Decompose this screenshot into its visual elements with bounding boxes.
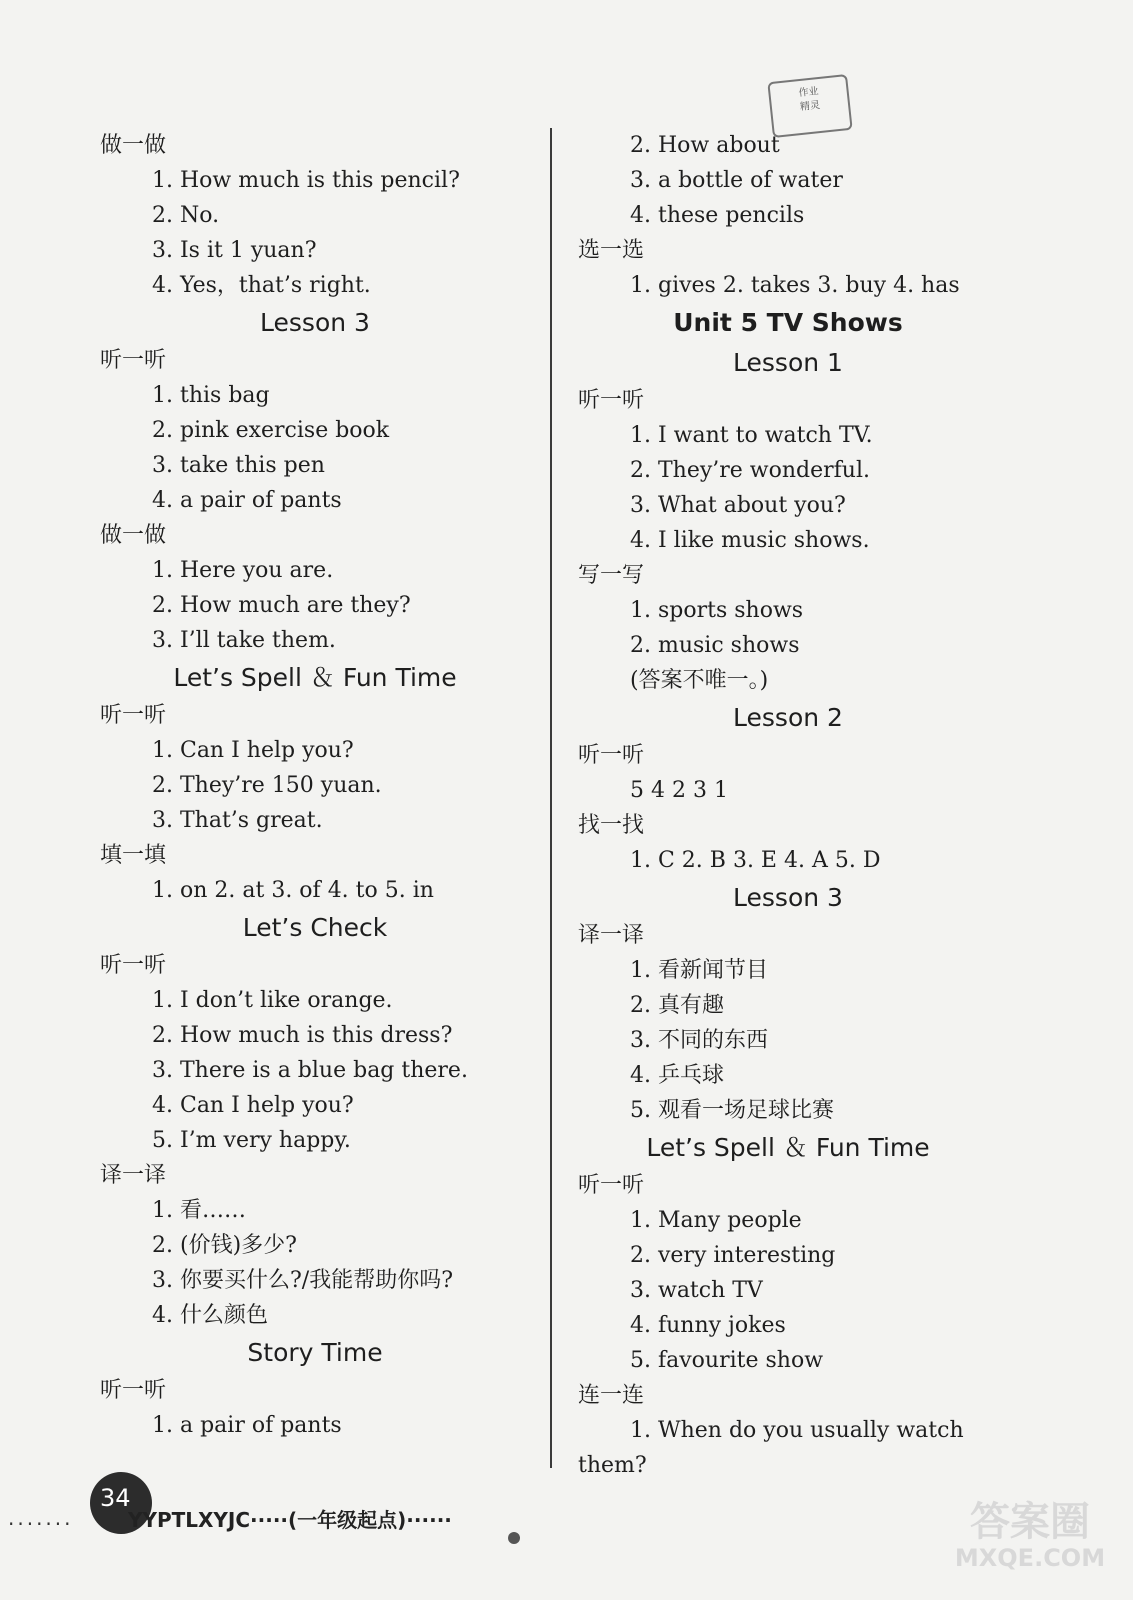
lesson-heading: Lesson 2 [733,703,843,732]
answer-item: 2. They’re 150 yuan. [152,773,382,798]
answer-item: 1. on 2. at 3. of 4. to 5. in [152,878,434,903]
answer-item-continued: them? [578,1453,647,1478]
answer-item: 1. I want to watch TV. [630,423,873,448]
answer-item: 1. Can I help you? [152,738,354,763]
right-column [578,128,998,1483]
section-label: 听一听 [578,1173,645,1198]
watermark-main: 答案圈 [970,1499,1090,1545]
lesson-heading: Story Time [247,1338,383,1367]
answer-item: 1. sports shows [630,598,804,623]
unit-heading: Unit 5 TV Shows [673,308,903,337]
answer-item: 2. They’re wonderful. [630,458,871,483]
answer-item: 3. That’s great. [152,808,323,833]
answer-item: 4. Yes，that’s right. [152,273,371,298]
section-label: 填一填 [100,843,167,868]
lesson-heading: Lesson 3 [733,883,843,912]
answer-item: 1. I don’t like orange. [152,988,393,1013]
answer-item: 4. 什么颜色 [152,1303,268,1328]
footer-dots-left: ······· [8,1512,74,1536]
answer-item: 1. 看…… [152,1198,246,1223]
answer-item: 5 4 2 3 1 [630,778,728,803]
section-label: 听一听 [100,348,167,373]
answer-item: 2. How about [630,133,780,158]
lesson-heading: Let’s Check [242,913,388,942]
footer-text: YYPTLXYJC·····(一年级起点)······ [128,1508,452,1532]
section-label: 选一选 [578,238,645,263]
answer-item: 3. I’ll take them. [152,628,336,653]
answer-item: 2. 真有趣 [630,993,724,1018]
answer-item: 2. No. [152,203,220,228]
answer-item: 4. a pair of pants [152,488,342,513]
section-label: 听一听 [578,388,645,413]
answer-item: 4. funny jokes [630,1313,786,1338]
answer-item: 3. What about you? [630,493,846,518]
section-label: 写一写 [578,563,645,588]
answer-item: 3. 你要买什么?/我能帮助你吗? [152,1268,453,1293]
answer-item: 5. favourite show [630,1348,824,1373]
left-column [100,128,530,1443]
answer-item: 1. this bag [152,383,270,408]
lesson-heading: Lesson 3 [260,308,370,337]
section-label: 做一做 [100,523,167,548]
answer-item: 3. 不同的东西 [630,1028,768,1053]
section-label: 听一听 [100,703,167,728]
section-label: 译一译 [578,923,645,948]
answer-item: 4. these pencils [630,203,805,228]
answer-note: (答案不唯一。) [630,668,769,693]
answer-item: 3. watch TV [630,1278,763,1303]
lesson-heading: Let’s Spell ＆ Fun Time [173,663,457,692]
section-label: 找一找 [578,813,645,838]
answer-item: 2. very interesting [630,1243,836,1268]
answer-item: 1. gives 2. takes 3. buy 4. has [630,273,960,298]
answer-item: 3. a bottle of water [630,168,843,193]
answer-item: 2. music shows [630,633,800,658]
answer-item: 5. 观看一场足球比赛 [630,1098,834,1123]
answer-item: 2. (价钱)多少? [152,1233,297,1258]
section-label: 做一做 [100,133,167,158]
answer-item: 4. 乒乓球 [630,1063,724,1088]
answer-item: 1. When do you usually watch [630,1418,964,1443]
answer-item: 5. I’m very happy. [152,1128,351,1153]
section-label: 译一译 [100,1163,167,1188]
answer-item: 3. Is it 1 yuan? [152,238,317,263]
answer-item: 1. C 2. B 3. E 4. A 5. D [630,848,881,873]
answer-item: 2. How much is this dress? [152,1023,453,1048]
answer-item: 1. a pair of pants [152,1413,342,1438]
answer-item: 3. There is a blue bag there. [152,1058,468,1083]
watermark-sub: MXQE.COM [954,1544,1106,1572]
footer-end-dot [508,1532,520,1544]
answer-item: 1. How much is this pencil? [152,168,460,193]
lesson-heading: Let’s Spell ＆ Fun Time [646,1133,930,1162]
column-divider [550,128,552,1468]
section-label: 听一听 [100,953,167,978]
watermark-logo [940,1500,1120,1590]
lesson-heading: Lesson 1 [733,348,843,377]
stamp-line2: 精灵 [799,99,821,114]
answer-item: 4. I like music shows. [630,528,870,553]
section-label: 听一听 [100,1378,167,1403]
section-label: 听一听 [578,743,645,768]
answer-item: 1. Here you are. [152,558,334,583]
stamp-line1: 作业 [798,86,820,100]
page-number: 34 [100,1484,131,1512]
answer-item: 4. Can I help you? [152,1093,354,1118]
section-label: 连一连 [578,1383,645,1408]
answer-item: 1. 看新闻节目 [630,958,768,983]
answer-item: 3. take this pen [152,453,325,478]
answer-item: 2. pink exercise book [152,418,390,443]
answer-item: 2. How much are they? [152,593,411,618]
answer-item: 1. Many people [630,1208,802,1233]
